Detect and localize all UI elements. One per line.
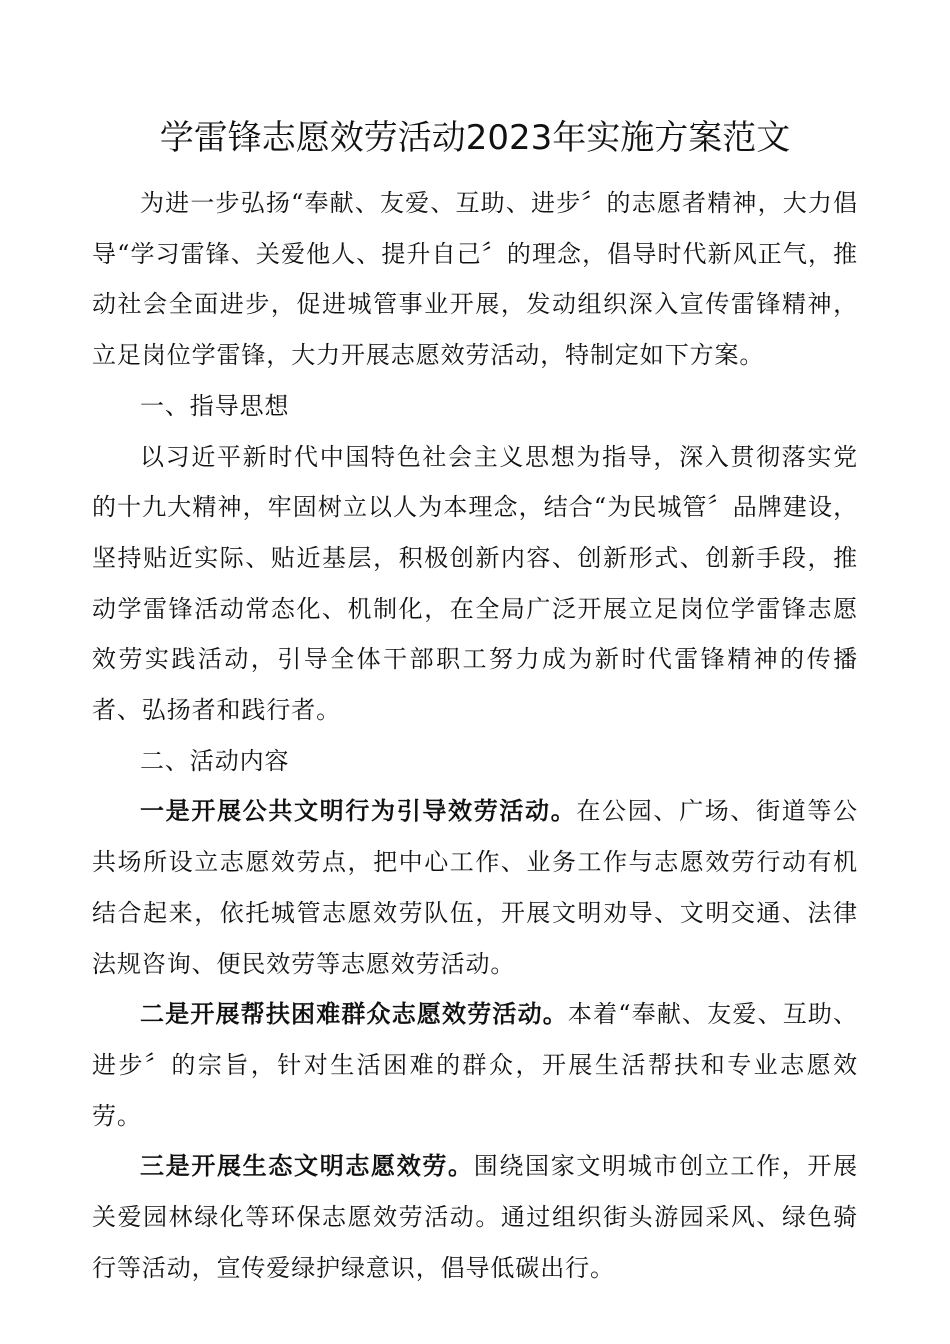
activity-item-lead: 二是开展帮扶困难群众志愿效劳活动。	[140, 1000, 568, 1029]
activity-item-lead: 一是开展公共文明行为引导效劳活动。	[140, 797, 577, 826]
activity-item-lead: 三是开展生态文明志愿效劳。	[140, 1152, 474, 1181]
section-heading-activity-content: 二、活动内容	[140, 746, 290, 775]
document-body	[92, 178, 858, 1293]
activity-item-text: 在公园、广场、街道等公共场所设立志愿效劳点，把中心工作、业务工作与志愿效劳行动有机结合起来，依托城管志愿效劳队伍，开展文明劝导、文明交通、法律法规咨询、便民效劳等志愿效劳活动。	[92, 797, 858, 978]
activity-item-text: 围绕国家文明城市创立工作，开展关爱园林绿化等环保志愿效劳活动。通过组织街头游园采风、绿色骑行等活动，宣传爱绿护绿意识，倡导低碳出行。	[92, 1152, 859, 1282]
activity-item-text: 本着“奉献、友爱、互助、进步〞的宗旨，针对生活困难的群众，开展生活帮扶和专业志愿效劳。	[92, 1000, 858, 1130]
guiding-ideology-paragraph: 以习近平新时代中国特色社会主义思想为指导，深入贯彻落实党的十九大精神，牢固树立以人为本理念，结合“为民城管〞品牌建设，坚持贴近实际、贴近基层，积极创新内容、创新形式、创新手段，推动学雷锋活动常态化、机制化，在全局广泛开展立足岗位学雷锋志愿效劳实践活动，引导全体干部职工努力成为新时代雷锋精神的传播者、弘扬者和践行者。	[92, 442, 858, 725]
activity-item-ecological	[92, 1141, 858, 1293]
document-title: 学雷锋志愿效劳活动2023年实施方案范文	[159, 118, 791, 158]
activity-item-assist-needy	[92, 989, 858, 1141]
activity-item-public-civility	[92, 786, 858, 989]
intro-paragraph: 为进一步弘扬“奉献、友爱、互助、进步〞的志愿者精神，大力倡导“学习雷锋、关爱他人、提升自己〞的理念，倡导时代新风正气，推动社会全面进步，促进城管事业开展，发动组织深入宣传雷锋精神，立足岗位学雷锋，大力开展志愿效劳活动，特制定如下方案。	[92, 189, 858, 370]
section-heading-guiding-ideology: 一、指导思想	[140, 391, 290, 420]
